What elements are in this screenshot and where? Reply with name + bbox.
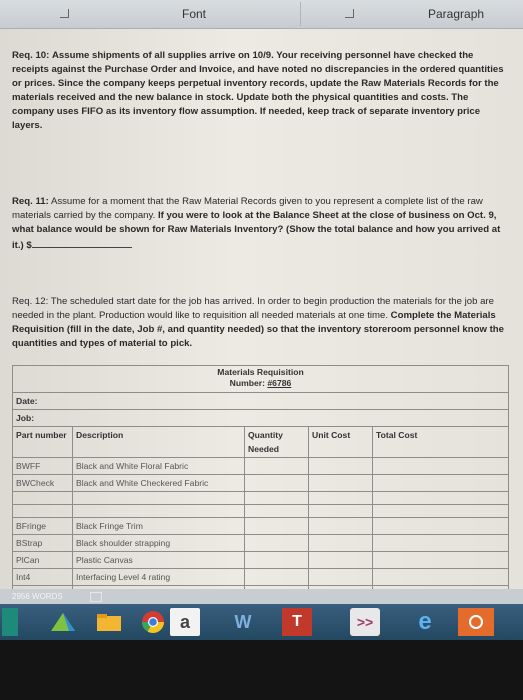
amazon-app-icon[interactable]: a xyxy=(170,608,200,636)
empty-cell[interactable] xyxy=(373,505,509,518)
req10-label: Req. 10: xyxy=(12,50,50,61)
table-row xyxy=(13,518,509,535)
req11-label: Req. 11: xyxy=(12,196,49,207)
word-app-icon[interactable]: W xyxy=(234,611,252,632)
req10-text: Assume shipments of all supplies arrive on 10/9. Your receiving personnel have checked the receipts against the Purchase Order and Invoice, and have noted no discrepancies in the ordered quantities or prices. Since the company keeps perpetual inventory records, update the Raw Materials Records for the materials received and the new balance in stock. Update both the physical quantities and costs. The company uses FIFO as its inventory flow assumption. If needed, keep track of separate inventory price layers. xyxy=(12,50,504,131)
taskbar xyxy=(0,604,523,640)
requisition-title-cell xyxy=(13,366,509,393)
proofing-book-icon[interactable] xyxy=(90,592,102,602)
req10-paragraph[interactable] xyxy=(12,49,512,133)
description-cell: Black and White Floral Fabric xyxy=(73,458,245,475)
job-cell[interactable] xyxy=(13,410,509,427)
answer-blank[interactable] xyxy=(32,237,132,248)
empty-cell[interactable] xyxy=(245,505,309,518)
part-cell: BWCheck xyxy=(13,475,73,492)
table-row xyxy=(13,535,509,552)
forward-app-icon[interactable]: >> xyxy=(350,608,380,636)
req11-paragraph[interactable] xyxy=(12,195,512,253)
folder-app-icon[interactable] xyxy=(94,608,124,636)
quantity-cell[interactable] xyxy=(245,569,309,586)
empty-cell[interactable] xyxy=(13,492,73,505)
header-part-number: Part number xyxy=(13,427,73,458)
quantity-cell[interactable] xyxy=(245,475,309,492)
table-row xyxy=(13,458,509,475)
unit-cost-cell[interactable] xyxy=(309,535,373,552)
part-cell: PlCan xyxy=(13,552,73,569)
ribbon xyxy=(0,0,523,29)
header-description: Description xyxy=(73,427,245,458)
empty-cell[interactable] xyxy=(13,505,73,518)
t-app-icon[interactable]: T xyxy=(282,608,312,636)
date-label: Date: xyxy=(16,396,38,406)
screen-bezel xyxy=(0,640,523,700)
job-label: Job: xyxy=(16,413,35,423)
part-cell: BStrap xyxy=(13,535,73,552)
unit-cost-cell[interactable] xyxy=(309,518,373,535)
unit-cost-cell[interactable] xyxy=(309,475,373,492)
store-app-icon[interactable] xyxy=(458,608,494,636)
font-launcher-icon[interactable] xyxy=(345,9,354,18)
total-cost-cell[interactable] xyxy=(373,518,509,535)
empty-cell[interactable] xyxy=(373,492,509,505)
unit-cost-cell[interactable] xyxy=(309,569,373,586)
quantity-cell[interactable] xyxy=(245,535,309,552)
empty-cell[interactable] xyxy=(73,492,245,505)
total-cost-cell[interactable] xyxy=(373,458,509,475)
empty-cell[interactable] xyxy=(245,492,309,505)
req11-text-a: Assume for a moment that the Raw Material Records given to you represent a complete list of the raw materials carried by the company. xyxy=(12,196,483,221)
table-row xyxy=(13,505,509,518)
word-count[interactable]: 2956 WORDS xyxy=(12,592,63,601)
part-cell: BFringe xyxy=(13,518,73,535)
materials-requisition-table xyxy=(12,365,509,603)
empty-cell[interactable] xyxy=(309,492,373,505)
table-row xyxy=(13,492,509,505)
total-cost-cell[interactable] xyxy=(373,552,509,569)
description-cell: Interfacing Level 4 rating xyxy=(73,569,245,586)
description-cell: Plastic Canvas xyxy=(73,552,245,569)
part-cell: Int4 xyxy=(13,569,73,586)
maps-app-icon[interactable] xyxy=(48,608,78,636)
description-cell: Black Fringe Trim xyxy=(73,518,245,535)
header-quantity-needed: Quantity Needed xyxy=(245,427,309,458)
description-cell: Black and White Checkered Fabric xyxy=(73,475,245,492)
description-cell: Black shoulder strapping xyxy=(73,535,245,552)
status-bar xyxy=(0,589,523,604)
empty-cell[interactable] xyxy=(73,505,245,518)
header-unit-cost: Unit Cost xyxy=(309,427,373,458)
req11-text-b: If you were to look at the Balance Sheet at the close of business on Oct. 9, what balance would be shown for Raw Materials Inventory? (Show the total balance and how you arrived at it.) $ xyxy=(12,210,501,251)
total-cost-cell[interactable] xyxy=(373,475,509,492)
document-page[interactable] xyxy=(0,29,523,589)
empty-cell[interactable] xyxy=(309,505,373,518)
quantity-cell[interactable] xyxy=(245,552,309,569)
header-total-cost: Total Cost xyxy=(373,427,509,458)
requisition-title: Materials Requisition xyxy=(217,367,304,377)
ie-app-icon[interactable]: e xyxy=(418,608,432,635)
total-cost-cell[interactable] xyxy=(373,535,509,552)
unit-cost-cell[interactable] xyxy=(309,552,373,569)
table-row xyxy=(13,569,509,586)
date-cell[interactable] xyxy=(13,393,509,410)
requisition-number: #6786 xyxy=(267,378,292,388)
req12-text-a: The scheduled start date for the job has arrived. In order to begin production the materials for the job are needed in the plant. Production would like to requisition all needed materials at one time. xyxy=(12,296,494,321)
req12-text-b: Complete the Materials Requisition (fill in the date, Job #, and quantity needed) so that the inventory storeroom personnel know the quantities and types of material to pick. xyxy=(12,310,504,349)
font-group-label: Font xyxy=(182,7,207,21)
quantity-cell[interactable] xyxy=(245,518,309,535)
quantity-cell[interactable] xyxy=(245,458,309,475)
desktop-tile-icon[interactable] xyxy=(2,608,18,636)
req12-label: Req. 12: xyxy=(12,296,49,307)
req12-paragraph[interactable] xyxy=(12,295,512,351)
part-cell: BWFF xyxy=(13,458,73,475)
chrome-app-icon[interactable] xyxy=(138,608,168,636)
total-cost-cell[interactable] xyxy=(373,569,509,586)
requisition-number-label: Number: xyxy=(229,378,266,388)
paragraph-group-label: Paragraph xyxy=(428,7,485,21)
table-row xyxy=(13,552,509,569)
ribbon-divider xyxy=(300,2,301,26)
clipboard-launcher-icon[interactable] xyxy=(60,9,69,18)
table-row xyxy=(13,475,509,492)
unit-cost-cell[interactable] xyxy=(309,458,373,475)
